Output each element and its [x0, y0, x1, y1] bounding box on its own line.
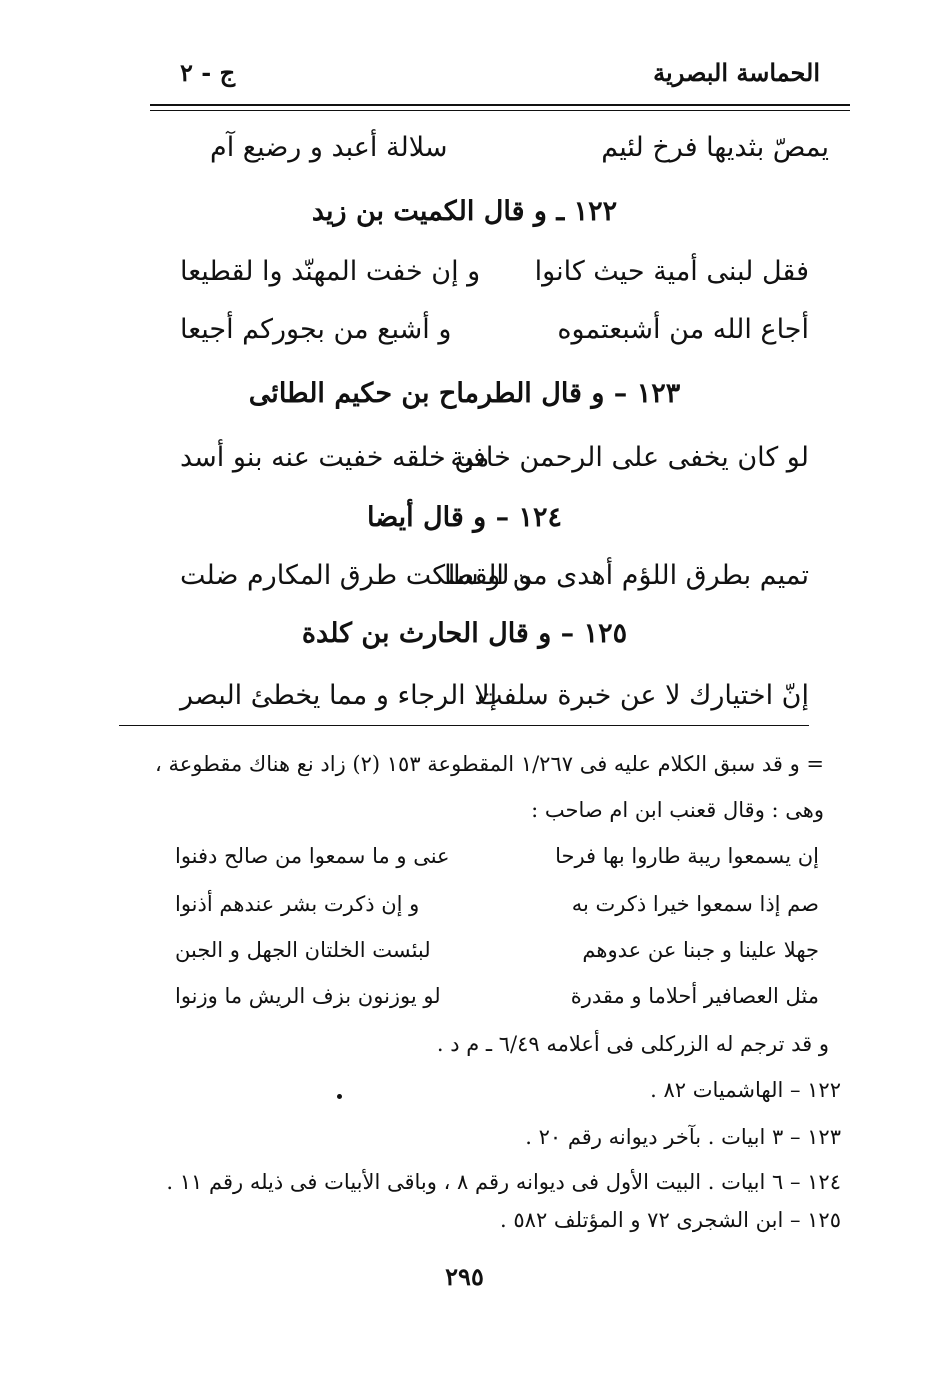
- hemistich-second: و أشبع من بجوركم أجيعا: [180, 314, 452, 345]
- hemistich-second: من خلقه خفيت عنه بنو أسد: [180, 442, 490, 473]
- stray-mark: [337, 1094, 342, 1099]
- hemistich-first: يمصّ بثديها فرخ لئيم: [601, 132, 829, 163]
- hemistich-second: لو يوزنون بزف الريش ما وزنوا: [175, 984, 441, 1008]
- header-rule: [150, 104, 850, 106]
- hemistich-first: أجاع الله من أشبعتموه: [557, 314, 809, 345]
- hemistich-first: جهلا علينا و جبنا عن عدوهم: [582, 938, 819, 962]
- running-header: [160, 58, 820, 98]
- poem-heading-124: ١٢٤ – و قال أيضا: [366, 502, 563, 533]
- source-note-124: ١٢٤ – ٦ ابيات . البيت الأول فى ديوانه رقم ٨ ، وباقى الأبيات فى ذيله رقم ١١ .: [166, 1170, 841, 1194]
- hemistich-first: صم إذا سمعوا خيرا ذكرت به: [571, 892, 819, 916]
- poem-heading-123: ١٢٣ – و قال الطرماح بن حكيم الطائى: [248, 378, 681, 409]
- hemistich-first: إن يسمعوا ريبة طاروا بها فرحا: [555, 844, 819, 868]
- hemistich-first: فقل لبنى أمية حيث كانوا: [534, 256, 809, 287]
- hemistich-first: لو كان يخفى على الرحمن خافية: [450, 442, 809, 473]
- hemistich-first: مثل العصافير أحلاما و مقدرة: [570, 984, 819, 1008]
- hemistich-second: و إن ذكرت بشر عندهم أذنوا: [175, 892, 420, 916]
- page-number: ٢٩٥: [445, 1262, 484, 1291]
- hemistich-second: لبئست الخلتان الجهل و الجبن: [175, 938, 431, 962]
- poem-heading-125: ١٢٥ – و قال الحارث بن كلدة: [301, 618, 628, 649]
- hemistich-second: إلا الرجاء و مما يخطئ البصر: [180, 680, 498, 711]
- hemistich-second: عنى و ما سمعوا من صالح دفنوا: [175, 844, 450, 868]
- volume-label: ج - ٢: [180, 58, 236, 87]
- source-note-122: ١٢٢ – الهاشميات ٨٢ .: [650, 1078, 841, 1102]
- footnote-line: وهى : وقال قعنب ابن ام صاحب :: [531, 798, 824, 822]
- hemistich-second: و إن خفت المهنّد وا لقطيعا: [180, 256, 481, 287]
- source-note-123: ١٢٣ – ٣ ابيات . بآخر ديوانه رقم ٢٠ .: [525, 1125, 841, 1149]
- hemistich-first: تميم بطرق اللؤم أهدى من القطا: [444, 560, 809, 591]
- poem-heading-122: ١٢٢ ـ و قال الكميت بن زيد: [311, 196, 618, 227]
- hemistich-first: إنّ اختيارك لا عن خبرة سلفت: [477, 680, 809, 711]
- footnote-line: و قد ترجم له الزركلى فى أعلامه ٦/٤٩ ـ م د .: [436, 1032, 829, 1056]
- book-title: الحماسة البصرية: [653, 58, 820, 87]
- source-note-125: ١٢٥ – ابن الشجرى ٧٢ و المؤتلف ٥٨٢ .: [500, 1208, 841, 1232]
- hemistich-second: سلالة أعبد و رضيع آم: [210, 132, 448, 163]
- hemistich-second: و لو سلكت طرق المكارم ضلت: [180, 560, 532, 591]
- footnote-divider: [119, 725, 809, 726]
- header-rule-thin: [150, 110, 850, 111]
- footnote-line: = و قد سبق الكلام عليه فى ١/٢٦٧ المقطوعة ١٥٣ (٢) زاد نع هناك مقطوعة ،: [155, 752, 824, 776]
